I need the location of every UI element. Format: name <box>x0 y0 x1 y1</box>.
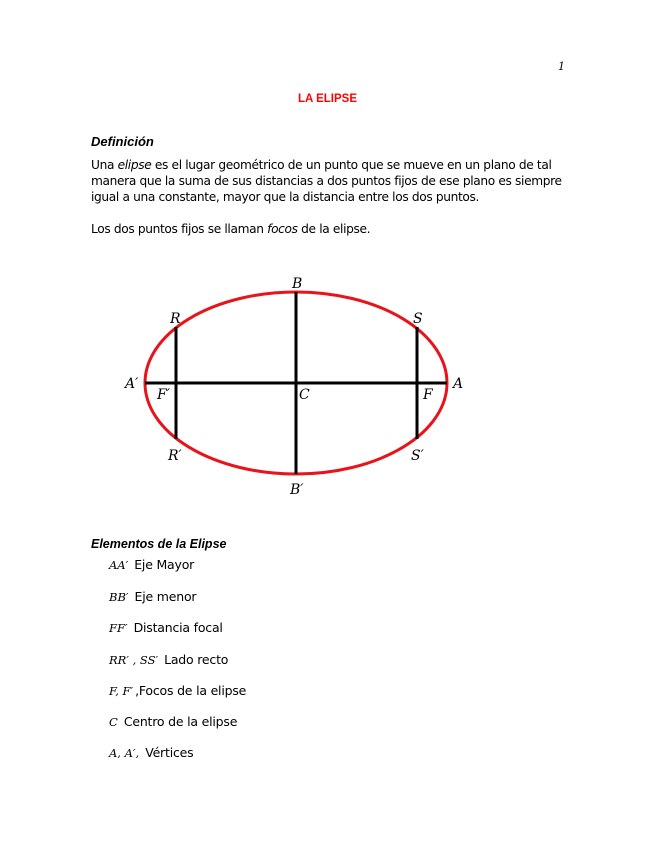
label-F: F <box>423 387 433 403</box>
element-item: F, F′ ,Focos de la elipse <box>109 683 247 698</box>
label-F-prime: F′ <box>157 387 170 403</box>
page-number: 1 <box>558 60 565 73</box>
page-title: LA ELIPSE <box>298 93 357 105</box>
label-C: C <box>299 387 310 403</box>
elements-heading: Elementos de la Elipse <box>91 537 227 551</box>
foci-paragraph: Los dos puntos fijos se llaman focos de la elipse. <box>91 222 371 236</box>
element-item: BB′ Eje menor <box>109 589 197 604</box>
definition-paragraph: Una elipse es el lugar geométrico de un punto que se mueve en un plano de tal manera que la suma de sus distancias a dos puntos fijos de ese plano es siempre igual a una constante, mayor que la distancia entre los dos puntos. <box>91 158 562 204</box>
element-item: C Centro de la elipse <box>109 714 238 729</box>
element-item: RR′ , SS′ Lado recto <box>109 652 229 667</box>
label-B: B <box>292 276 303 292</box>
ellipse-diagram <box>110 270 480 505</box>
label-A: A <box>453 376 464 392</box>
label-R: R <box>170 311 181 327</box>
label-A-prime: A′ <box>125 376 139 392</box>
label-S-prime: S′ <box>411 448 424 464</box>
element-item: FF′ Distancia focal <box>109 620 223 635</box>
definition-heading: Definición <box>91 134 154 149</box>
element-item: A, A′, Vértices <box>109 745 194 760</box>
term-focos: focos <box>267 222 298 236</box>
label-S: S <box>413 311 423 327</box>
term-elipse: elipse <box>117 158 152 172</box>
label-B-prime: B′ <box>290 482 304 498</box>
label-R-prime: R′ <box>168 448 182 464</box>
element-item: AA′ Eje Mayor <box>109 557 195 572</box>
